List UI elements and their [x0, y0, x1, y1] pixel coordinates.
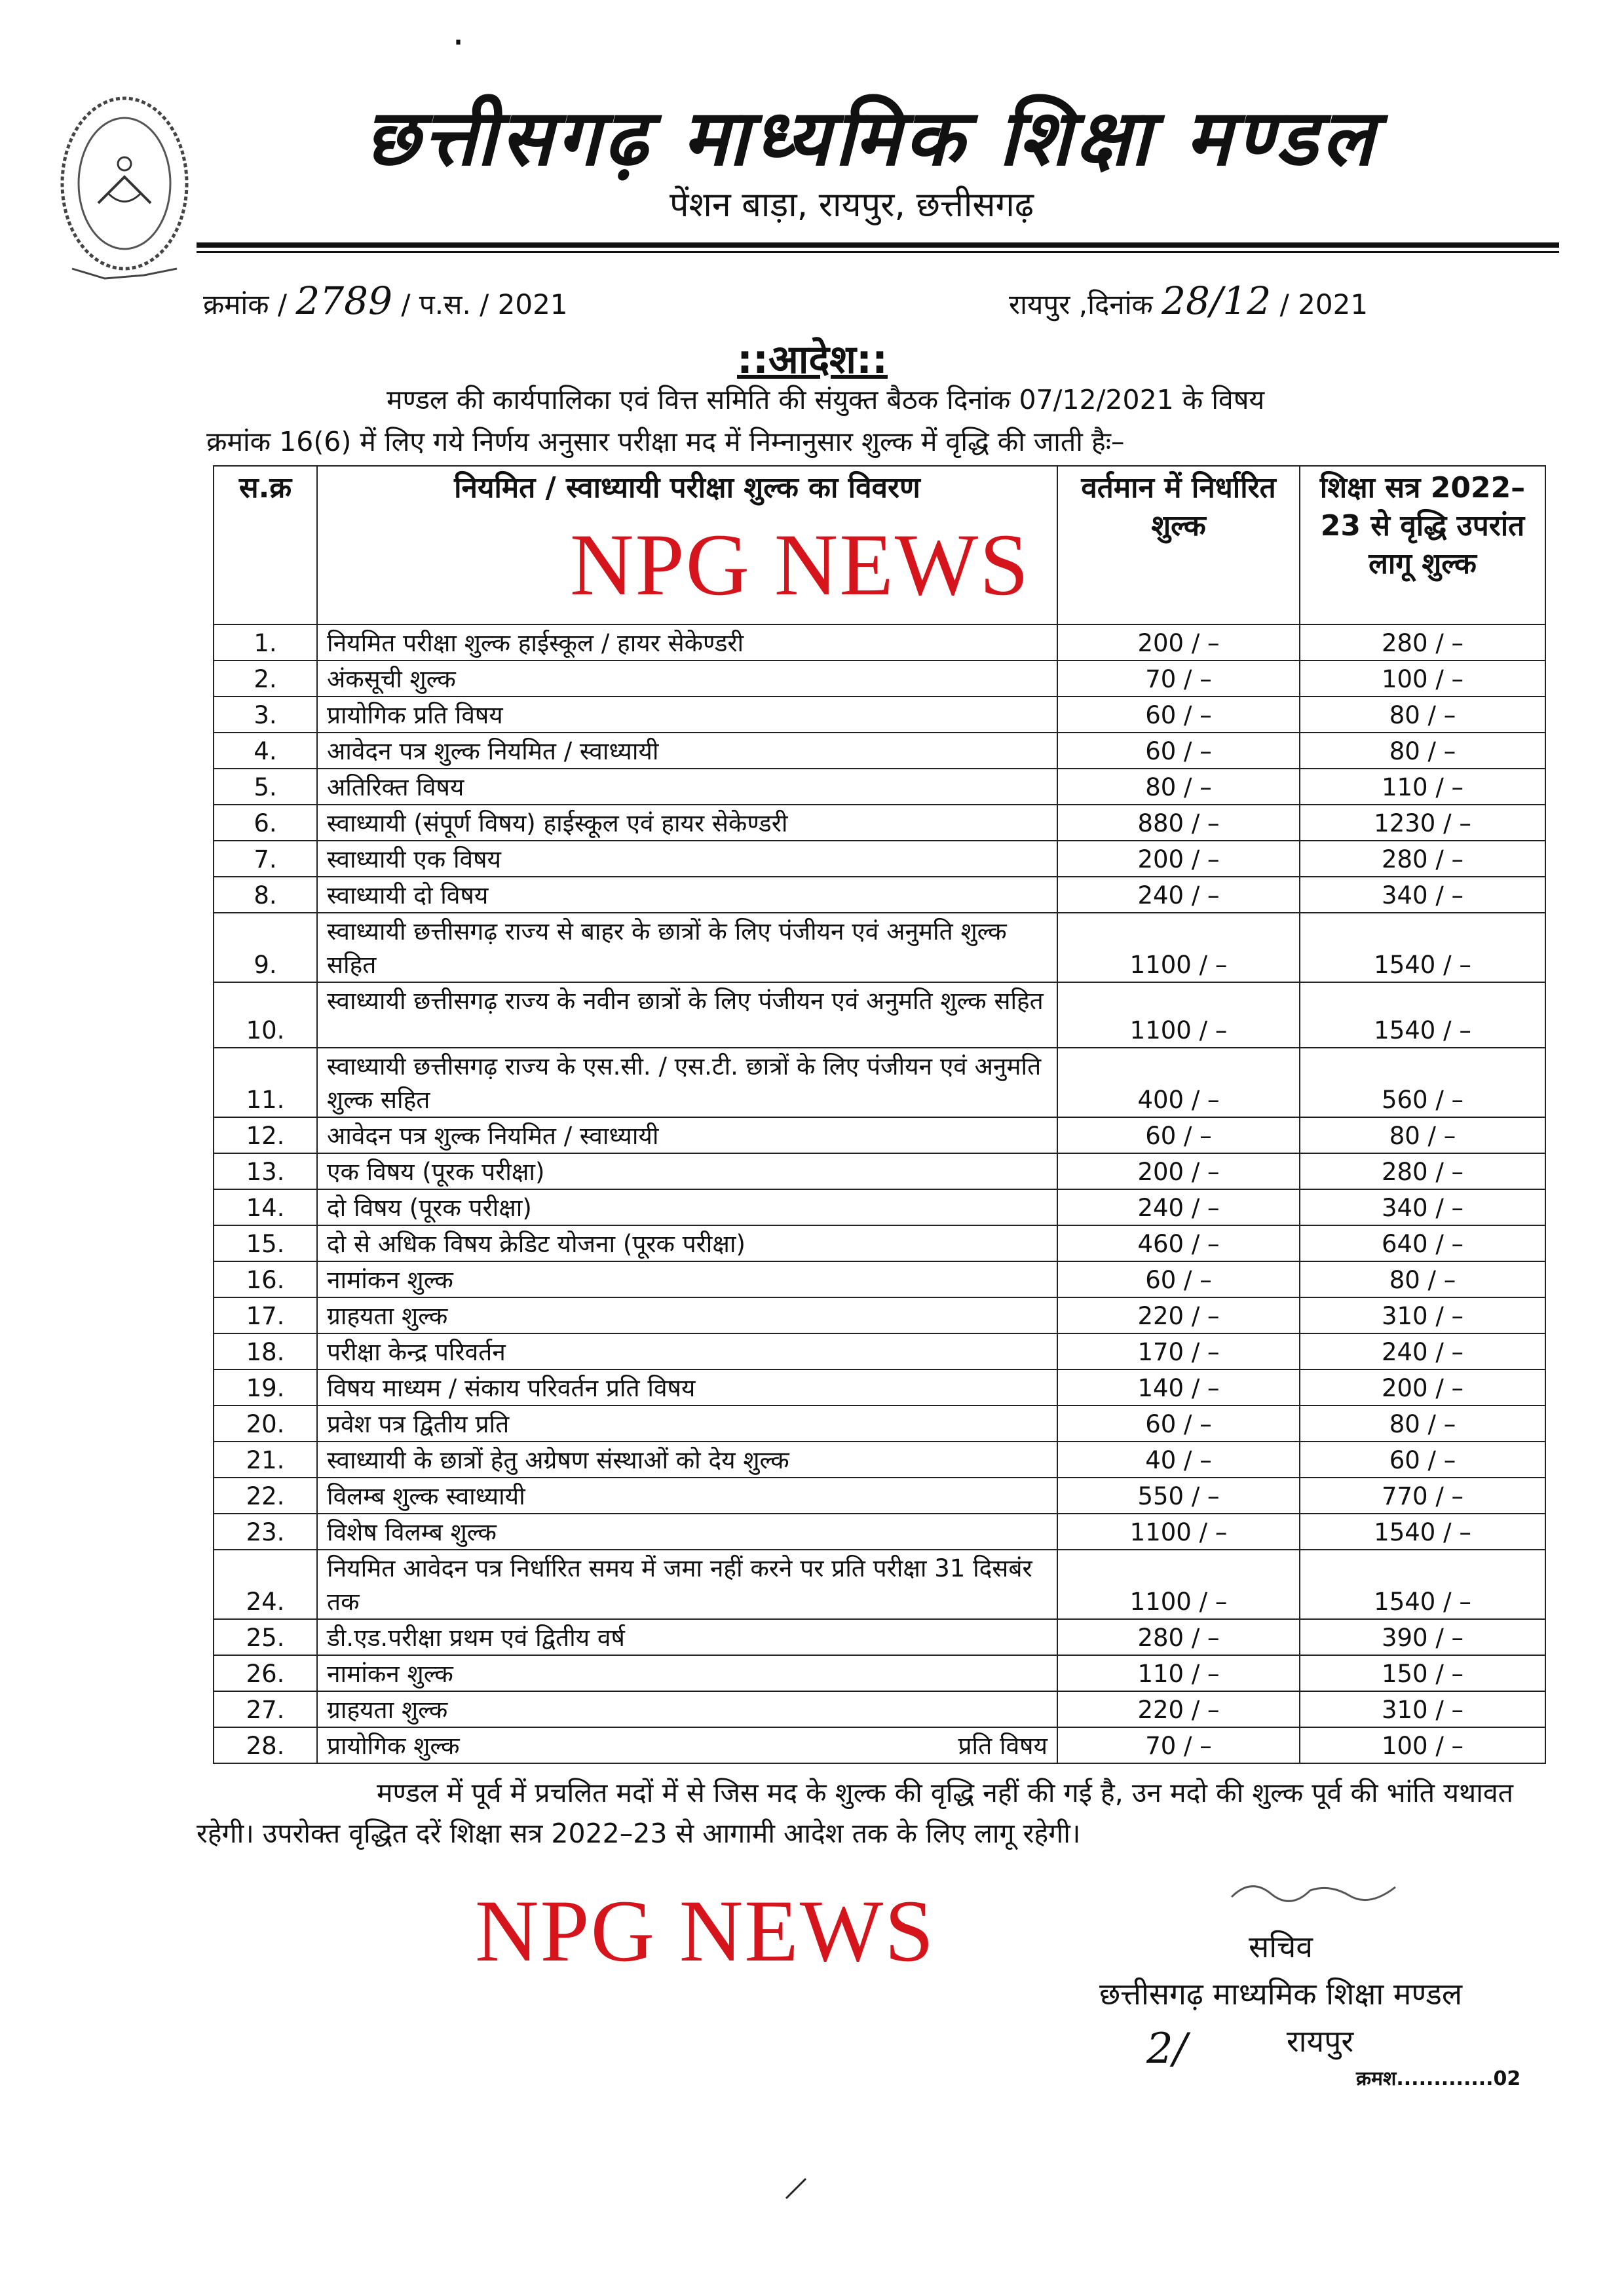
row-description-text: प्रायोगिक शुल्क: [327, 1732, 460, 1760]
reference-date: [1009, 278, 1368, 323]
order-title: ::आदेश::: [737, 337, 888, 383]
row-sno: 27.: [214, 1691, 317, 1727]
row-sno: 28.: [214, 1727, 317, 1763]
row-new-fee: 100 / –: [1300, 1727, 1545, 1763]
watermark-npg-top: NPG NEWS: [570, 516, 1030, 614]
row-sno: 5.: [214, 769, 317, 805]
row-description-text: एक विषय (पूरक परीक्षा): [327, 1158, 545, 1186]
row-sno: 4.: [214, 733, 317, 769]
row-new-fee: 640 / –: [1300, 1225, 1545, 1261]
row-new-fee: 770 / –: [1300, 1478, 1545, 1514]
row-sno: 22.: [214, 1478, 317, 1514]
row-description-text: नियमित परीक्षा शुल्क हाईस्कूल / हायर सेकेण्डरी: [327, 629, 744, 657]
row-description: [317, 769, 1057, 805]
row-description: [317, 1369, 1057, 1406]
row-current-fee: 280 / –: [1057, 1619, 1300, 1655]
fee-table: [213, 465, 1546, 1764]
row-description-text: ग्राहयता शुल्क: [327, 1696, 448, 1724]
row-sno: 14.: [214, 1189, 317, 1225]
row-description: [317, 1550, 1057, 1619]
row-current-fee: 70 / –: [1057, 1727, 1300, 1763]
table-row: [214, 1619, 1545, 1655]
row-current-fee: 1100 / –: [1057, 1514, 1300, 1550]
row-description-text: स्वाध्यायी दो विषय: [327, 881, 489, 909]
row-description-text: स्वाध्यायी छत्तीसगढ़ राज्य से बाहर के छात्रों के लिए पंजीयन एवं अनुमति शुल्क सहित: [327, 917, 1007, 979]
row-description-text: आवेदन पत्र शुल्क नियमित / स्वाध्यायी: [327, 737, 659, 765]
handwritten-initials: 2/: [1146, 2025, 1188, 2073]
row-description-text: आवेदन पत्र शुल्क नियमित / स्वाध्यायी: [327, 1122, 659, 1150]
stray-pen-mark: [783, 2175, 809, 2202]
row-description-right: प्रति विषय: [958, 1732, 1048, 1760]
row-description: [317, 1727, 1057, 1763]
table-row: [214, 1153, 1545, 1189]
row-description-text: ग्राहयता शुल्क: [327, 1302, 448, 1330]
row-description-text: स्वाध्यायी छत्तीसगढ़ राज्य के नवीन छात्रों के लिए पंजीयन एवं अनुमति शुल्क सहित: [327, 987, 1044, 1015]
table-row: [214, 1514, 1545, 1550]
row-current-fee: 1100 / –: [1057, 982, 1300, 1048]
row-description: [317, 1261, 1057, 1297]
row-current-fee: 60 / –: [1057, 1261, 1300, 1297]
row-description-text: स्वाध्यायी एक विषय: [327, 845, 501, 873]
row-new-fee: 310 / –: [1300, 1691, 1545, 1727]
row-sno: 19.: [214, 1369, 317, 1406]
row-sno: 13.: [214, 1153, 317, 1189]
signature-block: [996, 1923, 1566, 2065]
row-description: [317, 733, 1057, 769]
row-current-fee: 1100 / –: [1057, 913, 1300, 982]
row-description: [317, 1225, 1057, 1261]
ref-number-handwritten: 2789: [295, 278, 392, 323]
row-description: [317, 1048, 1057, 1117]
row-current-fee: 880 / –: [1057, 805, 1300, 841]
header-rule-thin: [197, 251, 1559, 253]
row-current-fee: 550 / –: [1057, 1478, 1300, 1514]
row-description-text: नामांकन शुल्क: [327, 1266, 453, 1294]
row-new-fee: 1540 / –: [1300, 982, 1545, 1048]
signatory-org: छत्तीसगढ़ माध्यमिक शिक्षा मण्डल: [1099, 1976, 1463, 2012]
row-description: [317, 1189, 1057, 1225]
row-sno: 17.: [214, 1297, 317, 1333]
date-handwritten: 28/12: [1161, 278, 1272, 323]
row-current-fee: 220 / –: [1057, 1297, 1300, 1333]
row-description: [317, 1619, 1057, 1655]
row-description-text: नियमित आवेदन पत्र निर्धारित समय में जमा नहीं करने पर प्रति परीक्षा 31 दिसबंर तक: [327, 1554, 1032, 1616]
table-row: [214, 1048, 1545, 1117]
row-current-fee: 200 / –: [1057, 1153, 1300, 1189]
fee-table-body: [214, 624, 1545, 1763]
row-new-fee: 1540 / –: [1300, 1514, 1545, 1550]
row-description-text: विषय माध्यम / संकाय परिवर्तन प्रति विषय: [327, 1374, 696, 1402]
row-current-fee: 460 / –: [1057, 1225, 1300, 1261]
row-new-fee: 80 / –: [1300, 733, 1545, 769]
row-description-text: स्वाध्यायी के छात्रों हेतु अग्रेषण संस्थाओं को देय शुल्क: [327, 1446, 789, 1474]
table-row: [214, 697, 1545, 733]
row-sno: 10.: [214, 982, 317, 1048]
board-seal-logo: [46, 79, 203, 288]
row-new-fee: 310 / –: [1300, 1297, 1545, 1333]
table-row: [214, 1727, 1545, 1763]
row-current-fee: 400 / –: [1057, 1048, 1300, 1117]
row-current-fee: 170 / –: [1057, 1333, 1300, 1369]
ref-suffix: / प.स. / 2021: [401, 288, 568, 320]
row-current-fee: 240 / –: [1057, 877, 1300, 913]
row-description: [317, 1406, 1057, 1442]
row-description: [317, 841, 1057, 877]
row-description-text: स्वाध्यायी छत्तीसगढ़ राज्य के एस.सी. / एस.टी. छात्रों के लिए पंजीयन एवं अनुमति शुल्क सहित: [327, 1052, 1042, 1114]
row-description: [317, 805, 1057, 841]
row-description-text: दो से अधिक विषय क्रेडिट योजना (पूरक परीक्षा): [327, 1230, 746, 1258]
table-row: [214, 1691, 1545, 1727]
header-rule: [197, 242, 1559, 248]
watermark-npg-bottom: NPG NEWS: [475, 1883, 935, 1980]
row-description: [317, 1442, 1057, 1478]
table-row: [214, 982, 1545, 1048]
row-new-fee: 340 / –: [1300, 1189, 1545, 1225]
row-sno: 9.: [214, 913, 317, 982]
row-sno: 26.: [214, 1655, 317, 1691]
row-new-fee: 340 / –: [1300, 877, 1545, 913]
row-description: [317, 624, 1057, 660]
row-description: [317, 1655, 1057, 1691]
row-description-text: अतिरिक्त विषय: [327, 773, 464, 801]
row-current-fee: 70 / –: [1057, 660, 1300, 697]
row-new-fee: 390 / –: [1300, 1619, 1545, 1655]
row-current-fee: 110 / –: [1057, 1655, 1300, 1691]
row-new-fee: 150 / –: [1300, 1655, 1545, 1691]
row-description-text: विलम्ब शुल्क स्वाध्यायी: [327, 1482, 525, 1510]
row-description-text: दो विषय (पूरक परीक्षा): [327, 1194, 532, 1222]
stray-mark: ·: [452, 20, 465, 66]
row-current-fee: 220 / –: [1057, 1691, 1300, 1727]
row-description: [317, 877, 1057, 913]
row-description: [317, 1117, 1057, 1153]
table-row: [214, 733, 1545, 769]
table-row: [214, 1369, 1545, 1406]
col-header-current: वर्तमान में निर्धारित शुल्क: [1057, 466, 1300, 624]
table-row: [214, 805, 1545, 841]
row-new-fee: 100 / –: [1300, 660, 1545, 697]
row-description: [317, 697, 1057, 733]
date-suffix: / 2021: [1279, 288, 1369, 320]
table-row: [214, 1406, 1545, 1442]
table-row: [214, 1117, 1545, 1153]
board-address: पेंशन बाड़ा, रायपुर, छत्तीसगढ़: [669, 185, 1034, 225]
signatory-city: रायपुर: [1286, 2023, 1354, 2059]
signatory-designation: सचिव: [1249, 1929, 1313, 1964]
row-new-fee: 280 / –: [1300, 1153, 1545, 1189]
table-row: [214, 1225, 1545, 1261]
row-new-fee: 280 / –: [1300, 624, 1545, 660]
row-description-text: प्रवेश पत्र द्वितीय प्रति: [327, 1410, 510, 1438]
row-new-fee: 560 / –: [1300, 1048, 1545, 1117]
row-new-fee: 80 / –: [1300, 1261, 1545, 1297]
row-sno: 16.: [214, 1261, 317, 1297]
row-current-fee: 60 / –: [1057, 733, 1300, 769]
row-description-text: स्वाध्यायी (संपूर्ण विषय) हाईस्कूल एवं हायर सेकेण्डरी: [327, 809, 788, 837]
table-row: [214, 1442, 1545, 1478]
table-row: [214, 1261, 1545, 1297]
row-current-fee: 240 / –: [1057, 1189, 1300, 1225]
row-sno: 12.: [214, 1117, 317, 1153]
row-description: [317, 1691, 1057, 1727]
row-new-fee: 200 / –: [1300, 1369, 1545, 1406]
row-current-fee: 60 / –: [1057, 1406, 1300, 1442]
ref-label: क्रमांक /: [203, 288, 288, 320]
row-sno: 25.: [214, 1619, 317, 1655]
row-sno: 2.: [214, 660, 317, 697]
reference-number: [203, 278, 568, 323]
row-current-fee: 60 / –: [1057, 1117, 1300, 1153]
board-title: छत्तीसगढ़ माध्यमिक शिक्षा मण्डल: [364, 92, 1378, 183]
row-current-fee: 80 / –: [1057, 769, 1300, 805]
col-header-sno: स.क्र: [214, 466, 317, 624]
row-sno: 18.: [214, 1333, 317, 1369]
table-row: [214, 1297, 1545, 1333]
intro-paragraph: मण्डल की कार्यपालिका एवं वित्त समिति की संयुक्त बैठक दिनांक 07/12/2021 के विषय: [387, 384, 1265, 415]
row-sno: 1.: [214, 624, 317, 660]
row-new-fee: 280 / –: [1300, 841, 1545, 877]
row-description-text: प्रायोगिक प्रति विषय: [327, 701, 503, 729]
row-sno: 23.: [214, 1514, 317, 1550]
row-description-text: नामांकन शुल्क: [327, 1660, 453, 1688]
intro-paragraph-line2: क्रमांक 16(6) में लिए गये निर्णय अनुसार परीक्षा मद में निम्नानुसार शुल्क में वृद्धि की जाती हैः–: [206, 426, 1125, 457]
row-description: [317, 660, 1057, 697]
row-sno: 7.: [214, 841, 317, 877]
row-description: [317, 1478, 1057, 1514]
row-description: [317, 1153, 1057, 1189]
table-row: [214, 913, 1545, 982]
closing-paragraph: मण्डल में पूर्व में प्रचलित मदों में से जिस मद के शुल्क की वृद्धि नहीं की गई है, उन मदो की शुल्क पूर्व की भांति यथावत रहेगी। उपरोक्त वृद्धित दरें शिक्षा सत्र 2022–23 से आगामी आदेश तक के लिए लागू रहेगी।: [197, 1777, 1513, 1849]
table-row: [214, 841, 1545, 877]
table-row: [214, 769, 1545, 805]
row-description: [317, 913, 1057, 982]
date-label: रायपुर ,दिनांक: [1009, 288, 1153, 320]
row-description-text: विशेष विलम्ब शुल्क: [327, 1518, 497, 1546]
signature-scribble: [1225, 1871, 1422, 1910]
row-current-fee: 200 / –: [1057, 624, 1300, 660]
col-header-new: शिक्षा सत्र 2022–23 से वृद्धि उपरांत लागू शुल्क: [1300, 466, 1545, 624]
table-row: [214, 660, 1545, 697]
row-current-fee: 200 / –: [1057, 841, 1300, 877]
row-description: [317, 982, 1057, 1048]
row-description-text: डी.एड.परीक्षा प्रथम एवं द्वितीय वर्ष: [327, 1624, 625, 1652]
row-new-fee: 80 / –: [1300, 1406, 1545, 1442]
table-row: [214, 624, 1545, 660]
row-current-fee: 60 / –: [1057, 697, 1300, 733]
row-sno: 20.: [214, 1406, 317, 1442]
row-new-fee: 1230 / –: [1300, 805, 1545, 841]
row-sno: 8.: [214, 877, 317, 913]
row-sno: 6.: [214, 805, 317, 841]
row-current-fee: 140 / –: [1057, 1369, 1300, 1406]
table-row: [214, 1189, 1545, 1225]
table-row: [214, 1478, 1545, 1514]
continuation-note: क्रमश.............02: [1356, 2067, 1521, 2090]
row-description: [317, 1297, 1057, 1333]
row-current-fee: 40 / –: [1057, 1442, 1300, 1478]
row-description: [317, 1514, 1057, 1550]
table-row: [214, 1550, 1545, 1619]
row-sno: 24.: [214, 1550, 317, 1619]
row-new-fee: 1540 / –: [1300, 913, 1545, 982]
col-header-desc: नियमित / स्वाध्यायी परीक्षा शुल्क का विवरण: [317, 466, 1057, 624]
row-current-fee: 1100 / –: [1057, 1550, 1300, 1619]
row-new-fee: 80 / –: [1300, 697, 1545, 733]
row-sno: 11.: [214, 1048, 317, 1117]
row-new-fee: 110 / –: [1300, 769, 1545, 805]
row-description-text: परीक्षा केन्द्र परिवर्तन: [327, 1338, 506, 1366]
row-sno: 15.: [214, 1225, 317, 1261]
table-row: [214, 1655, 1545, 1691]
table-row: [214, 1333, 1545, 1369]
row-sno: 3.: [214, 697, 317, 733]
row-new-fee: 240 / –: [1300, 1333, 1545, 1369]
row-new-fee: 1540 / –: [1300, 1550, 1545, 1619]
row-description-text: अंकसूची शुल्क: [327, 665, 456, 693]
row-sno: 21.: [214, 1442, 317, 1478]
row-new-fee: 80 / –: [1300, 1117, 1545, 1153]
row-description: [317, 1333, 1057, 1369]
row-new-fee: 60 / –: [1300, 1442, 1545, 1478]
table-row: [214, 877, 1545, 913]
